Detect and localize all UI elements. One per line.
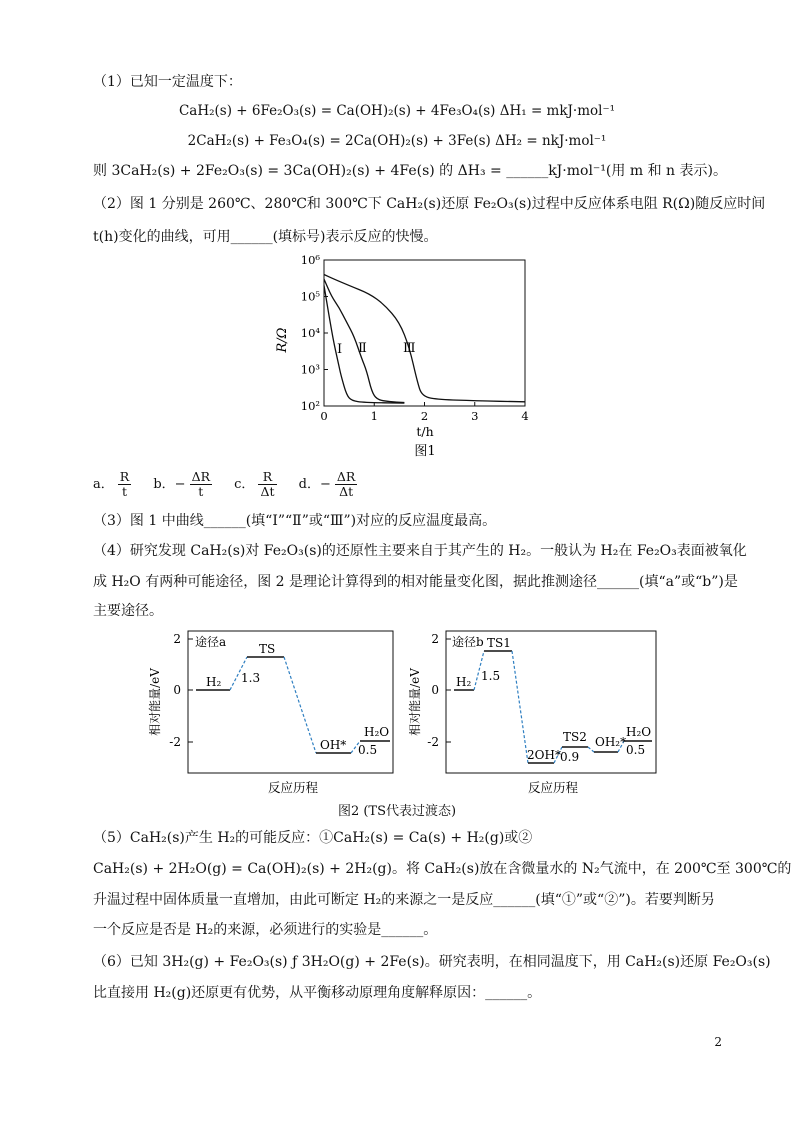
q1-equation-1: CaH₂(s) + 6Fe₂O₃(s) = Ca(OH)₂(s) + 4Fe₃O₄(s) ΔH₁ = mkJ·mol⁻¹ xyxy=(178,103,616,119)
figure-1-xtick-label: 0 xyxy=(320,409,328,423)
connector-b-4 xyxy=(588,747,594,752)
option-c xyxy=(234,469,284,499)
q6-line-2: 比直接用 H₂(g)还原更有优势，从平衡移动原理角度解释原因：______。 xyxy=(93,985,542,1001)
option-d-sign: − xyxy=(319,477,331,492)
option-b-sign: − xyxy=(174,477,186,492)
option-d-denominator: Δt xyxy=(339,484,354,499)
label-a-ts: TS xyxy=(259,642,276,656)
label-a-ts-value: 1.3 xyxy=(241,671,261,685)
q1-intro: （1）已知一定温度下： xyxy=(93,74,242,90)
connector-b-2 xyxy=(512,651,528,763)
figure-1-ytick-label: 10⁴ xyxy=(300,326,320,340)
curve-label-II: Ⅱ xyxy=(358,341,367,356)
option-d-fraction xyxy=(335,470,357,499)
figure-1-xtick-label: 4 xyxy=(521,409,529,423)
label-b-ts2: TS2 xyxy=(563,730,587,744)
curve-label-I: Ⅰ xyxy=(337,342,343,357)
figure-1-plot-frame xyxy=(324,260,525,406)
option-a-fraction xyxy=(118,470,131,499)
connector-a-2 xyxy=(284,657,316,753)
q1-equation-2: 2CaH₂(s) + Fe₃O₄(s) = 2Ca(OH)₂(s) + 3Fe(s) ΔH₂ = nkJ·mol⁻¹ xyxy=(187,133,607,149)
label-b-2oh: 2OH* xyxy=(527,748,561,762)
figure-2b-ylabel: 相对能量/eV xyxy=(408,668,422,736)
option-d-letter: d． xyxy=(298,477,320,492)
label-a-end-value: 0.5 xyxy=(358,743,378,757)
page-number: 2 xyxy=(714,1035,722,1049)
figure-1-ylabel: R/Ω xyxy=(275,327,290,353)
label-b-oh2: OH₂* xyxy=(595,735,627,749)
option-a-numerator: R xyxy=(119,469,130,484)
q5-line-2: CaH₂(s) + 2H₂O(g) = Ca(OH)₂(s) + 2H₂(g)。将 CaH₂(s)放在含微量水的 N₂气流中，在 200℃至 300℃的 xyxy=(93,861,792,877)
option-d-numerator: ΔR xyxy=(336,469,356,484)
option-b-fraction xyxy=(190,470,212,499)
option-b-denominator: t xyxy=(198,484,204,499)
option-b-letter: b． xyxy=(153,477,175,492)
figure-2b-ytick-2: 2 xyxy=(431,632,439,646)
label-a-h2o: H₂O xyxy=(364,725,390,739)
q2-line-2: t(h)变化的曲线，可用______(填标号)表示反应的快慢。 xyxy=(93,229,438,245)
option-a xyxy=(93,469,139,499)
figure-2a-xlabel: 反应历程 xyxy=(267,780,319,795)
figure-1-ytick-label: 10⁵ xyxy=(300,289,320,304)
label-b-end-value: 0.5 xyxy=(626,743,646,757)
figure-1-caption: 图1 xyxy=(414,444,436,459)
figure-2a-energy-diagram xyxy=(148,628,398,798)
q4-line-1: （4）研究发现 CaH₂(s)对 Fe₂O₃(s)的还原性主要来自于其产生的 H₂。一般认为 H₂在 Fe₂O₃表面被氧化 xyxy=(93,543,747,559)
figure-1-ytick-label: 10⁶ xyxy=(300,255,320,267)
option-c-denominator: Δt xyxy=(260,484,275,499)
figure-2b-energy-diagram xyxy=(408,628,663,798)
q5-line-3: 升温过程中固体质量一直增加，由此可断定 H₂的来源之一是反应______(填“①”或“②”)。若要判断另 xyxy=(93,892,715,908)
figure-1-xtick-label: 3 xyxy=(471,409,479,423)
label-b-h2: H₂ xyxy=(456,675,472,689)
q5-line-4: 一个反应是否是 H₂的来源，必须进行的实验是______。 xyxy=(93,922,438,938)
figure-1-ytick-label: 10³ xyxy=(300,362,320,377)
q6-line-1: （6）已知 3H₂(g) + Fe₂O₃(s) ƒ 3H₂O(g) + 2Fe(s)。研究表明，在相同温度下，用 CaH₂(s)还原 Fe₂O₃(s) xyxy=(93,954,771,970)
option-a-denominator: t xyxy=(121,484,127,499)
figure-1-xlabel: t/h xyxy=(416,424,434,439)
option-c-fraction xyxy=(258,470,276,499)
figure-2b-ytick-neg2: -2 xyxy=(427,735,439,749)
figure-1-xtick-label: 2 xyxy=(420,409,429,423)
label-a-oh: OH* xyxy=(320,738,347,752)
figure-1-ytick-label: 10² xyxy=(300,399,320,413)
figure-2b-xlabel: 反应历程 xyxy=(527,780,579,795)
option-c-numerator: R xyxy=(258,470,276,485)
option-c-letter: c． xyxy=(234,477,255,492)
q3-text: （3）图 1 中曲线______(填“Ⅰ”“Ⅱ”或“Ⅲ”)对应的反应温度最高。 xyxy=(93,513,497,529)
option-a-letter: a． xyxy=(93,477,114,492)
figure-2a-ytick-0: 0 xyxy=(173,683,181,697)
q2-line-1: （2）图 1 分别是 260℃、280℃和 300℃下 CaH₂(s)还原 Fe₂O₃(s)过程中反应体系电阻 R(Ω)随反应时间 xyxy=(93,196,766,212)
figure-2a-path-title: 途径a xyxy=(195,635,227,649)
label-b-h2o: H₂O xyxy=(626,725,652,739)
label-a-h2: H₂ xyxy=(206,675,222,689)
q5-line-1: （5）CaH₂(s)产生 H₂的可能反应：①CaH₂(s) = Ca(s) + H₂(g)或② xyxy=(93,830,533,846)
q4-line-2: 成 H₂O 有两种可能途径，图 2 是理论计算得到的相对能量变化图，据此推测途径______(填“a”或“b”)是 xyxy=(93,574,738,590)
figure-1-xtick-label: 1 xyxy=(370,409,378,423)
option-b-numerator: ΔR xyxy=(191,469,211,484)
q2-options xyxy=(93,470,361,499)
figure-2a-ytick-neg2: -2 xyxy=(169,735,181,749)
figure-2a-ytick-2: 2 xyxy=(173,632,181,646)
label-b-ts1-value: 1.5 xyxy=(481,669,501,683)
figure-2-caption: 图2 (TS代表过渡态) xyxy=(337,804,457,819)
figure-1-chart xyxy=(270,255,545,465)
label-b-ts2-value: 0.9 xyxy=(560,750,580,764)
label-b-ts1: TS1 xyxy=(487,636,511,650)
q4-line-3: 主要途径。 xyxy=(93,603,163,619)
figure-2a-ylabel: 相对能量/eV xyxy=(148,668,162,736)
q1-question: 则 3CaH₂(s) + 2Fe₂O₃(s) = 3Ca(OH)₂(s) + 4Fe(s) 的 ΔH₃ = ______kJ·mol⁻¹(用 m 和 n 表示)。 xyxy=(93,163,727,179)
curve-label-III: Ⅲ xyxy=(403,341,416,356)
figure-2b-ytick-0: 0 xyxy=(431,683,439,697)
figure-2b-path-title: 途径b xyxy=(452,635,484,649)
